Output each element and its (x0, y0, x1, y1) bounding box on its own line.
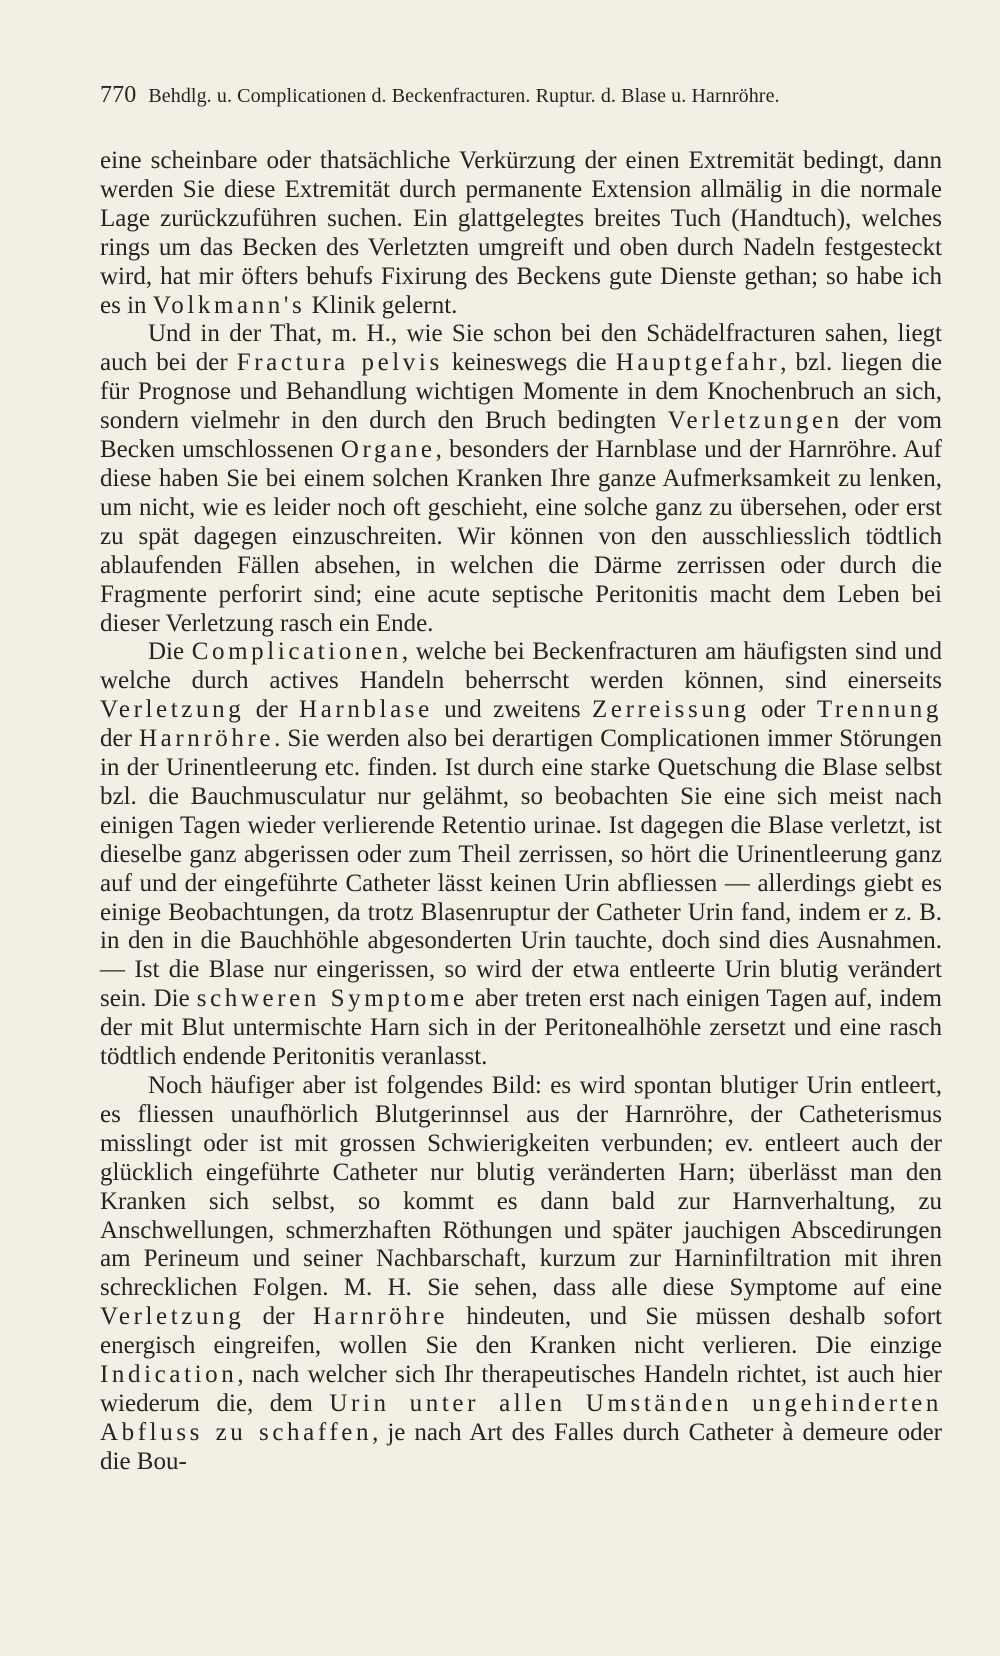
emphasized-text: Verletzungen (667, 407, 843, 435)
text-run: Noch häufiger aber ist folgendes Bild: es wird spontan blutiger Urin entleert, es fliessen unaufhörlich Blutgerinnsel aus der Harnröhre, der Catheterismus misslingt oder ist mit grossen Schwierigkeiten verbunden; ev. entleert auch der glücklich eingeführte Catheter nur blutig veränderten Harn; überlässt man den Kranken sich selbst, so kommt es dann bald zur Harnverhaltung, zu Anschwellungen, schmerzhaften Röthungen und später jauchigen Abscedirungen am Perineum und seiner Nachbarschaft, kurzum zur Harninfiltration mit ihren schrecklichen Folgen. M. H. Sie sehen, dass alle diese Symptome auf eine (100, 1072, 942, 1302)
emphasized-text: Urin unter allen Umständen ungehinderten Abfluss zu schaffen (100, 1389, 942, 1446)
emphasized-text: Harnblase (299, 696, 433, 724)
text-run: keineswegs die (442, 349, 616, 377)
text-run: Und in der That, m. H., wie Sie schon bei den Schädelfracturen sahen, liegt auch bei der (100, 320, 942, 377)
body-text (100, 147, 942, 1477)
text-run: der (244, 696, 300, 724)
emphasized-text: Verletzung (100, 1303, 245, 1331)
paragraph (100, 320, 942, 638)
paragraph (100, 1072, 942, 1477)
running-title: Behdlg. u. Complicationen d. Beckenfracturen. Ruptur. d. Blase u. Harnröhre. (148, 85, 780, 107)
emphasized-text: Organe (340, 436, 436, 464)
text-run: , besonders der Harnblase und der Harnröhre. Auf diese haben Sie bei einem solchen Kranken Ihre ganze Aufmerksamkeit zu lenken, um nicht, wie es leider noch oft geschieht, eine solche ganz zu übersehen, oder erst zu spät dagegen einzuschreiten. Wir können von den ausschliesslich tödtlich ablaufenden Fällen absehen, in welchen die Därme zerrissen oder durch die Fragmente perforirt sind; eine acute septische Peritonitis macht dem Leben bei dieser Verletzung rasch ein Ende. (100, 436, 942, 637)
text-run: Klinik gelernt. (305, 291, 458, 319)
emphasized-text: schweren Symptome (196, 985, 468, 1013)
text-run: oder (749, 696, 817, 724)
text-run: , nach welcher sich Ihr therapeutisches Handeln richtet, ist auch hier wiederum die, dem (100, 1361, 942, 1417)
running-header (100, 82, 942, 109)
text-run: , welche bei Beckenfracturen am häufigsten sind und welche durch actives Handeln beherrscht werden können, sind einerseits (100, 638, 942, 695)
emphasized-text: Complicationen (191, 638, 402, 666)
emphasized-text: Volkmann's (152, 291, 306, 319)
emphasized-text: Verletzung (100, 696, 245, 724)
emphasized-text: Indication (100, 1361, 238, 1389)
text-run: , je nach Art des Falles durch Catheter à demeure oder die Bou- (100, 1418, 942, 1475)
text-run: eine scheinbare oder thatsächliche Verkürzung der einen Extremität bedingt, dann werden Sie diese Extremität durch permanente Extension allmälig in die normale Lage zurückzuführen suchen. Ein glattgelegtes breites Tuch (Handtuch), welches rings um das Becken des Verletzten umgreift und oben durch Nadeln festgesteckt wird, hat mir öfters behufs Fixirung des Beckens gute Dienste gethan; so habe ich es in (100, 147, 942, 319)
emphasized-text: Harnröhre (138, 725, 275, 753)
emphasized-text: Trennung (816, 696, 942, 724)
text-run: Die (148, 638, 192, 666)
text-run: der (100, 725, 139, 753)
text-run: aber treten erst nach einigen Tagen auf, indem der mit Blut untermischte Harn sich in der Peritonealhöhle zersetzt und eine rasch tödtlich endende Peritonitis veranlasst. (100, 985, 942, 1071)
emphasized-text: Fractura pelvis (236, 349, 443, 377)
emphasized-text: Harnröhre (312, 1303, 449, 1331)
text-run: der vom Becken umschlossenen (100, 407, 942, 464)
emphasized-text: Zerreissung (592, 696, 750, 724)
emphasized-text: Hauptgefahr (615, 349, 781, 377)
paragraph (100, 638, 942, 1072)
text-run: , bzl. liegen die für Prognose und Behandlung wichtigen Momente in dem Knochenbruch an sich, sondern vielmehr in den durch den Bruch bedingten (100, 349, 942, 435)
text-run: der (244, 1303, 313, 1331)
text-run: hindeuten, und Sie müssen deshalb sofort energisch eingreifen, wollen Sie den Kranken nicht verlieren. Die einzige (100, 1303, 942, 1360)
text-run: . Sie werden also bei derartigen Complicationen immer Störungen in der Urinentleerung etc. finden. Ist durch eine starke Quetschung die Blase selbst bzl. die Bauchmusculatur nur gelähmt, so beobachten Sie eine sich meist nach einigen Tagen wieder verlierende Retentio urinae. Ist dagegen die Blase verletzt, ist dieselbe ganz abgerissen oder zum Theil zerrissen, so hört die Urinentleerung ganz auf und der eingeführte Catheter lässt keinen Urin abfliessen — allerdings giebt es einige Beobachtungen, da trotz Blasenruptur der Catheter Urin fand, indem er z. B. in den in die Bauchhöhle abgesonderten Urin tauchte, doch sind dies Ausnahmen. — Ist die Blase nur eingerissen, so wird der etwa entleerte Urin blutig verändert sein. Die (100, 725, 943, 1013)
page-number: 770 (100, 82, 137, 108)
text-run: und zweitens (432, 696, 592, 724)
paragraph (100, 147, 942, 320)
